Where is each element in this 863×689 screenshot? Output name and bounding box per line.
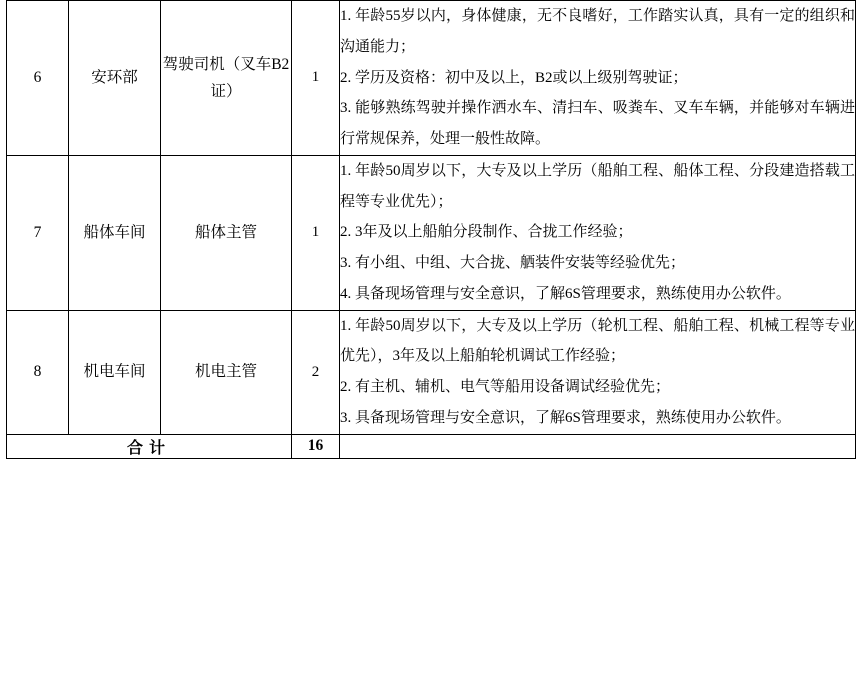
recruitment-table <box>6 0 856 459</box>
requirement-line: 2. 学历及资格：初中及以上，B2或以上级别驾驶证； <box>340 69 688 86</box>
row-headcount: 1 <box>292 155 340 310</box>
total-requirements-empty <box>340 434 856 458</box>
requirement-line: 1. 年龄50周岁以下，大专及以上学历（轮机工程、船舶工程、机械工程等专业优先），3年及以上船舶轮机调试工作经验； <box>340 317 855 365</box>
row-position: 驾驶司机（叉车B2证） <box>161 1 292 156</box>
total-headcount: 16 <box>292 434 340 458</box>
row-requirements <box>340 1 856 156</box>
table-footer-row <box>7 434 856 458</box>
requirement-line: 3. 能够熟练驾驶并操作洒水车、清扫车、吸粪车、叉车车辆，并能够对车辆进行常规保养，处理一般性故障。 <box>340 100 855 147</box>
row-position: 船体主管 <box>161 155 292 310</box>
requirement-line: 2. 3年及以上船舶分段制作、合拢工作经验； <box>340 224 633 241</box>
total-label: 合计 <box>7 434 292 458</box>
table-row <box>7 310 856 434</box>
requirement-line: 4. 具备现场管理与安全意识，了解6S管理要求，熟练使用办公软件。 <box>340 285 791 302</box>
requirement-line: 2. 有主机、辅机、电气等船用设备调试经验优先； <box>340 379 671 395</box>
row-number: 7 <box>7 155 69 310</box>
row-department: 安环部 <box>69 1 161 156</box>
table-row <box>7 155 856 310</box>
row-requirements <box>340 155 856 310</box>
row-number: 6 <box>7 1 69 156</box>
row-headcount: 1 <box>292 1 340 156</box>
row-department: 船体车间 <box>69 155 161 310</box>
table-row <box>7 1 856 156</box>
requirement-line: 3. 具备现场管理与安全意识，了解6S管理要求，熟练使用办公软件。 <box>340 409 791 426</box>
row-number: 8 <box>7 310 69 434</box>
row-headcount: 2 <box>292 310 340 434</box>
row-position: 机电主管 <box>161 310 292 434</box>
requirement-line: 1. 年龄50周岁以下，大专及以上学历（船舶工程、船体工程、分段建造搭载工程等专业优先）； <box>340 162 855 210</box>
row-requirements <box>340 310 856 434</box>
requirement-line: 1. 年龄55岁以内，身体健康，无不良嗜好，工作踏实认真，具有一定的组织和沟通能力； <box>340 8 855 55</box>
requirement-line: 3. 有小组、中组、大合拢、舾装件安装等经验优先； <box>340 255 686 271</box>
row-department: 机电车间 <box>69 310 161 434</box>
